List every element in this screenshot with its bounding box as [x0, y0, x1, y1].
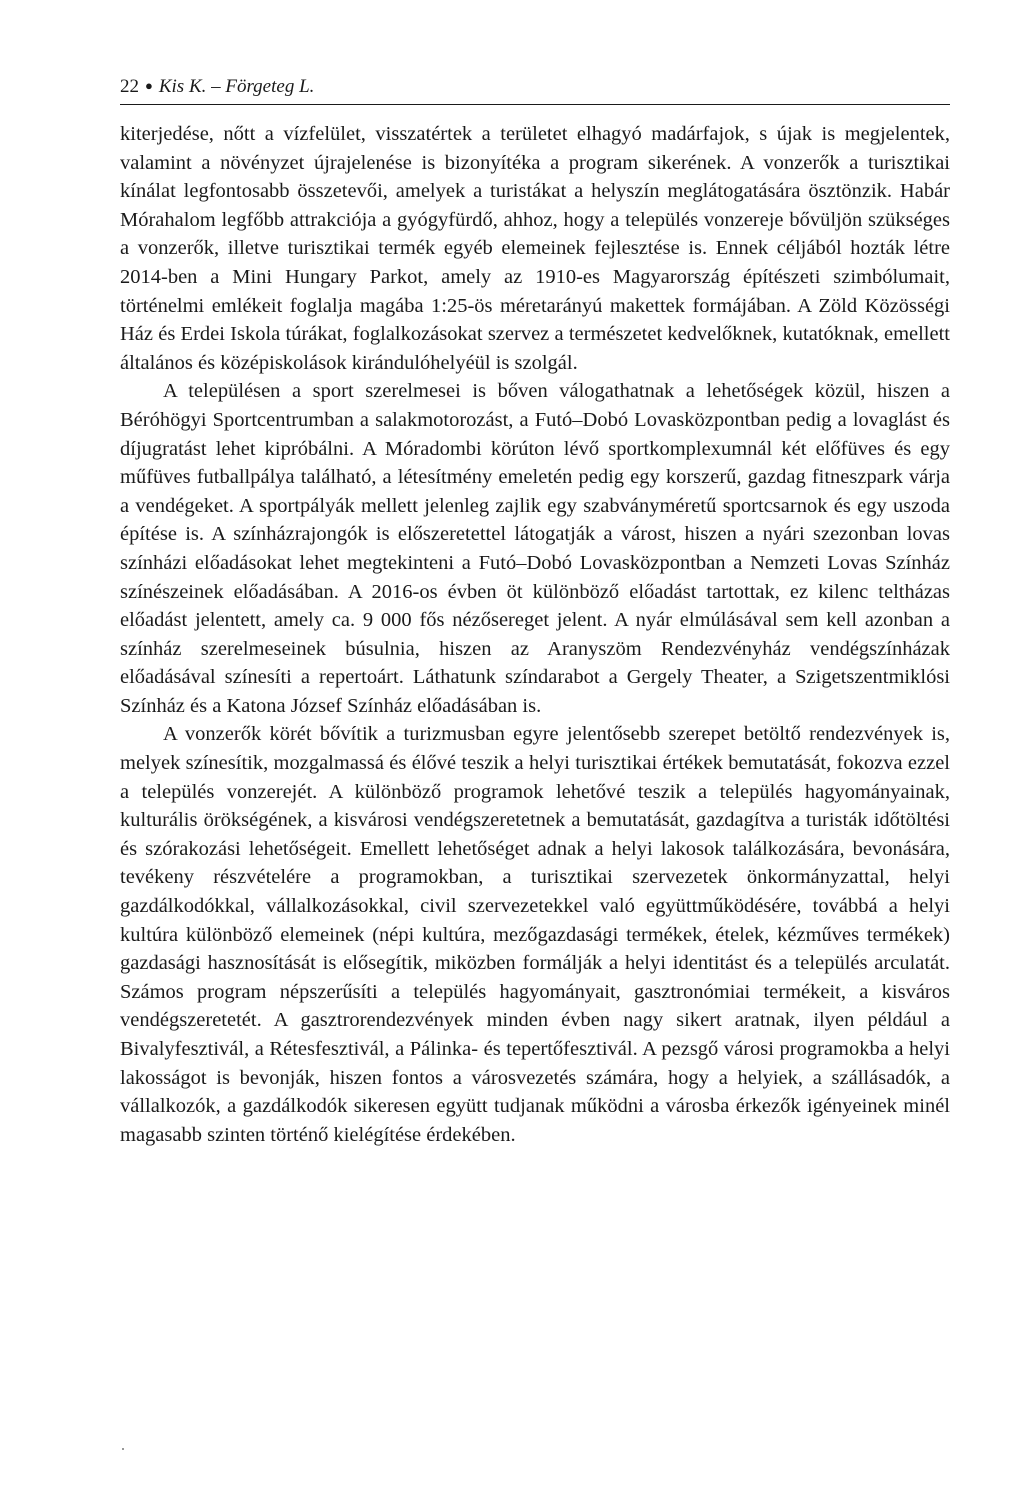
page-number: 22 [120, 76, 139, 97]
paragraph-3: A vonzerők körét bővítik a turizmusban egyre jelentősebb szerepet betöltő rendezvények is, melyek színesítik, mozgalmassá és élővé teszik a helyi turisztikai értékek bemutatását, fokozva ezzel a település vonzerejét. A különböző programok lehetővé teszik a település hagyományainak, kulturális örökségének, a kisvárosi vendégszeretetnek a bemutatását, gazdagítva a turisták időtöltési és szórakozási lehetőségeit. Emellett lehetőséget adnak a helyi lakosok találkozására, bevonására, tevékeny részvételére a programokban, a turisztikai szervezetek önkormányzattal, helyi gazdálkodókkal, vállalkozásokkal, civil szervezetekkel való együttműködésére, továbbá a helyi kultúra különböző elemeinek (népi kultúra, mezőgazdasági termékek, ételek, kézműves termékek) gazdasági hasznosítását is elősegítik, miközben formálják a helyi identitást és a település arculatát. Számos program népszerűsíti a település hagyományait, gasztronómiai termékeit, a kisváros vendégszeretetét. A gasztrorendezvények minden évben nagy sikert aratnak, ilyen például a Bivalyfesztivál, a Rétesfesztivál, a Pálinka- és tepertőfesztivál. A pezsgő városi programokba a helyi lakosságot is bevonják, hiszen fontos a városvezetés számára, hogy a helyiek, a szállásadók, a vállalkozók, a gazdálkodók sikeresen együtt tudjanak működni a városba érkezők igényeinek minél magasabb szinten történő kielégítése érdekében. [120, 723, 950, 1146]
paragraph-2: A településen a sport szerelmesei is bőven válogathatnak a lehetőségek közül, hiszen a Béróhögyi Sportcentrumban a salakmotorozást, a Futó–Dobó Lovasközpontban pedig a lovaglást és díjugratást lehet kipróbálni. A Móradombi körúton lévő sportkomplexumnál két előfüves és egy műfüves futballpálya található, a létesítmény emeletén pedig egy korszerű, gazdag fitneszpark várja a vendégeket. A sportpályák mellett jelenleg zajlik egy szabványméretű sportcsarnok és egy uszoda építése is. A színházrajongók is előszeretettel látogatják a várost, hiszen a nyári szezonban lovas színházi előadásokat lehet megtekinteni a Futó–Dobó Lovasközpontban a Nemzeti Lovas Színház színészeinek előadásában. A 2016-os évben öt különböző előadást tartottak, ez kilenc teltházas előadást jelentett, amely ca. 9 000 fős nézősereget jelent. A nyár elmúlásával sem kell azonban a színház szerelmeseinek búsulnia, hiszen az Aranyszöm Rendezvényház vendégszínházak előadásával színesíti a repertoárt. Láthatunk színdarabot a Gergely Theater, a Szigetszentmiklósi Színház és a Katona József Színház előadásában is. [120, 380, 950, 717]
bullet-icon: ● [145, 78, 153, 93]
paragraph-1: kiterjedése, nőtt a vízfelület, visszatértek a területet elhagyó madárfajok, s újak is megjelentek, valamint a növényzet újrajelenése is bizonyítéka a program sikerének. A vonzerők a turisztikai kínálat legfontosabb összetevői, amelyek a turistákat a helyszín meglátogatására ösztönzik. Habár Mórahalom legfőbb attrakciója a gyógyfürdő, ahhoz, hogy a település vonzereje bővüljön szükséges a vonzerők, illetve turisztikai termék egyéb elemeinek fejlesztése is. Ennek céljából hozták létre 2014-ben a Mini Hungary Parkot, amely az 1910-es Magyarország építészeti szimbólumait, történelmi emlékeit foglalja magába 1:25-ös méretarányú makettek formájában. A Zöld Közösségi Ház és Erdei Iskola túrákat, foglalkozásokat szervez a természetet kedvelőknek, kutatóknak, emellett általános és középiskolások kirándulóhelyéül is szolgál. [120, 123, 950, 374]
body-text [120, 120, 950, 1149]
running-head [120, 74, 950, 105]
scan-speck [122, 1448, 124, 1450]
running-head-authors: Kis K. – Förgeteg L. [158, 76, 315, 97]
page [120, 74, 950, 1149]
